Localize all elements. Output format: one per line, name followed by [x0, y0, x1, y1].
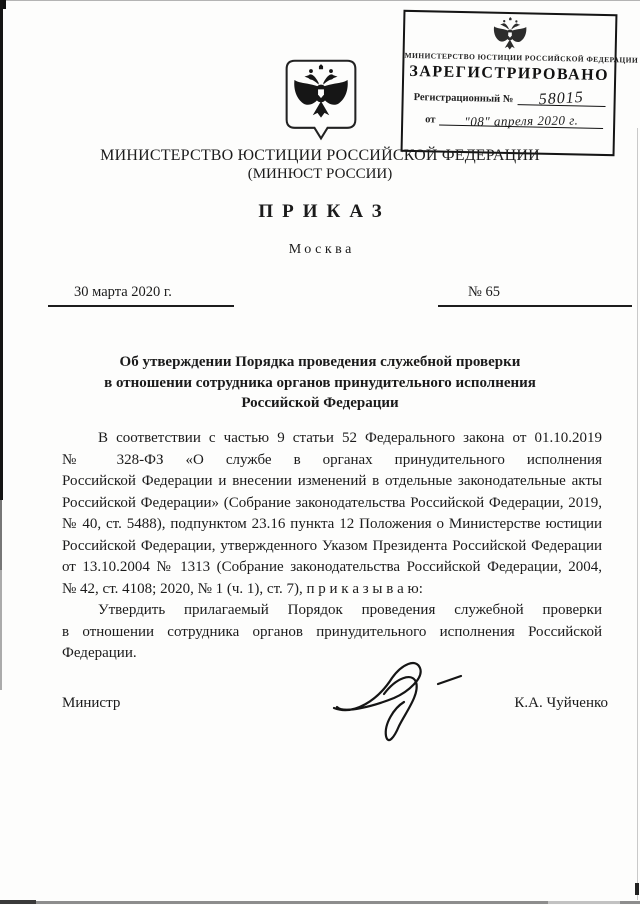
coat-of-arms-icon: [285, 57, 357, 143]
minister-title: Министр: [62, 695, 121, 711]
stamp-date-line: [439, 110, 603, 129]
order-title-line: в отношении сотрудника органов принудительного исполнения: [104, 374, 536, 391]
stamp-reg-number-line: [517, 88, 606, 107]
document-type-heading: ПРИКАЗ: [258, 201, 391, 222]
stamp-registration-number-row: [414, 86, 606, 107]
stamp-reg-number-label: Регистрационный №: [413, 92, 514, 106]
body-line: Российской Федерации, утвержденного Указом Президента Российской Федерации: [62, 537, 602, 554]
body-line: в отношении сотрудника органов принудительного исполнения Российской: [62, 623, 602, 640]
stamp-date-prefix: от: [425, 113, 436, 125]
registration-stamp: [401, 10, 639, 156]
body-line: № 40, ст. 5488), подпунктом 23.16 пункта 12 Положения о Министерстве юстиции: [62, 516, 602, 532]
stamp-reg-number-value: 58015: [538, 89, 585, 109]
body-line: Федерации.: [62, 645, 137, 661]
scan-edge-artifact: [0, 900, 36, 904]
body-line: № 42, ст. 4108; 2020, № 1 (ч. 1), ст. 7), п р и к а з ы в а ю:: [62, 580, 423, 597]
order-date: 30 марта 2020 г.: [48, 284, 234, 307]
minister-name: К.А. Чуйченко: [514, 695, 608, 711]
order-number: № 65: [438, 284, 632, 307]
scan-edge-artifact: [635, 883, 639, 895]
body-line: Утвердить прилагаемый Порядок проведения служебной проверки: [98, 602, 602, 618]
scan-corner-artifact: [0, 0, 6, 9]
order-title: [55, 352, 585, 414]
stamp-date-value: "08" апреля 2020 г.: [464, 112, 579, 130]
order-body: [62, 428, 602, 665]
scan-edge-artifact: [548, 901, 620, 904]
stamp-ministry-name: МИНИСТЕРСТВО ЮСТИЦИИ РОССИЙСКОЙ ФЕДЕРАЦИИ: [404, 50, 639, 65]
stamp-eagle-icon: [491, 17, 530, 52]
body-line: от 13.10.2004 № 1313 (Собрание законодательства Российской Федерации, 2004,: [62, 559, 602, 575]
scan-edge-artifact: [0, 570, 2, 690]
body-line: В соответствии с частью 9 статьи 52 Федерального закона от 01.10.2019: [98, 430, 602, 446]
scan-edge-artifact: [0, 0, 640, 1]
ministry-name: МИНИСТЕРСТВО ЮСТИЦИИ РОССИЙСКОЙ ФЕДЕРАЦИИ: [100, 147, 540, 164]
ministry-short-name: (МИНЮСТ РОССИИ): [247, 166, 393, 182]
scan-edge-artifact: [0, 901, 640, 904]
body-line: № 328-ФЗ «О службе в органах принудительного исполнения: [62, 451, 602, 468]
body-line: Российской Федерации» (Собрание законодательства Российской Федерации, 2019,: [62, 494, 602, 511]
stamp-date-row: [425, 109, 603, 128]
city-label: Москва: [288, 242, 355, 257]
body-line: Российской Федерации и внесении изменений в отдельные законодательные акты: [62, 473, 602, 489]
scan-edge-artifact: [0, 500, 2, 570]
order-title-line: Об утверждении Порядка проведения служебной проверки: [119, 354, 521, 370]
stamp-registered-label: ЗАРЕГИСТРИРОВАНО: [409, 62, 610, 85]
order-title-line: Российской Федерации: [241, 395, 399, 411]
